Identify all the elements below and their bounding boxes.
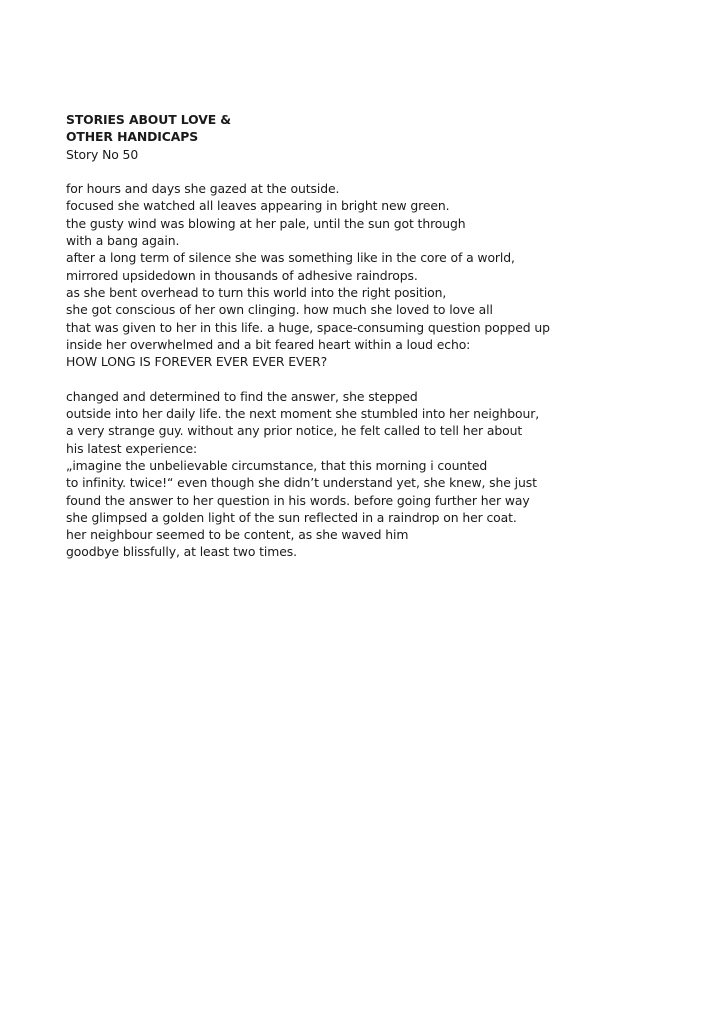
text-line: found the answer to her question in his words. before going further her way [66,492,530,508]
text-line: „imagine the unbelievable circumstance, that this morning i counted [66,457,488,473]
text-line: with a bang again. [66,233,180,249]
text-line: his latest experience: [66,440,198,456]
text-line: for hours and days she gazed at the outside. [66,181,340,197]
text-line: changed and determined to find the answer, she stepped [66,388,418,404]
text-line: goodbye blissfully, at least two times. [66,544,297,560]
text-line: outside into her daily life. the next moment she stumbled into her neighbour, [66,406,540,422]
text-line: the gusty wind was blowing at her pale, until the sun got through [66,215,466,231]
paragraph-gap [66,370,686,387]
text-line: focused she watched all leaves appearing in bright new green. [66,198,450,214]
text-line: that was given to her in this life. a huge, space-consuming question popped up [66,319,550,335]
story-number: Story No 50 [66,146,139,162]
text-line: inside her overwhelmed and a bit feared heart within a loud echo: [66,336,471,352]
story-title [66,111,686,146]
text-line: after a long term of silence she was something like in the core of a world, [66,250,515,266]
paragraph-gap [66,163,686,180]
text-line: she got conscious of her own clinging. how much she loved to love all [66,302,493,318]
story-paragraph-1 [66,180,686,370]
text-line: to infinity. twice!“ even though she didn’t understand yet, she knew, she just [66,475,537,491]
text-line: as she bent overhead to turn this world into the right position, [66,284,447,300]
story-page [66,111,686,561]
text-line: her neighbour seemed to be content, as she waved him [66,527,409,543]
story-title-line: OTHER HANDICAPS [66,129,199,145]
text-line: mirrored upsidedown in thousands of adhesive raindrops. [66,267,418,283]
text-line: she glimpsed a golden light of the sun reflected in a raindrop on her coat. [66,509,517,525]
story-paragraph-2 [66,388,686,561]
story-title-line: STORIES ABOUT LOVE & [66,112,231,127]
text-line: a very strange guy. without any prior notice, he felt called to tell her about [66,423,523,439]
text-line: HOW LONG IS FOREVER EVER EVER EVER? [66,354,328,370]
